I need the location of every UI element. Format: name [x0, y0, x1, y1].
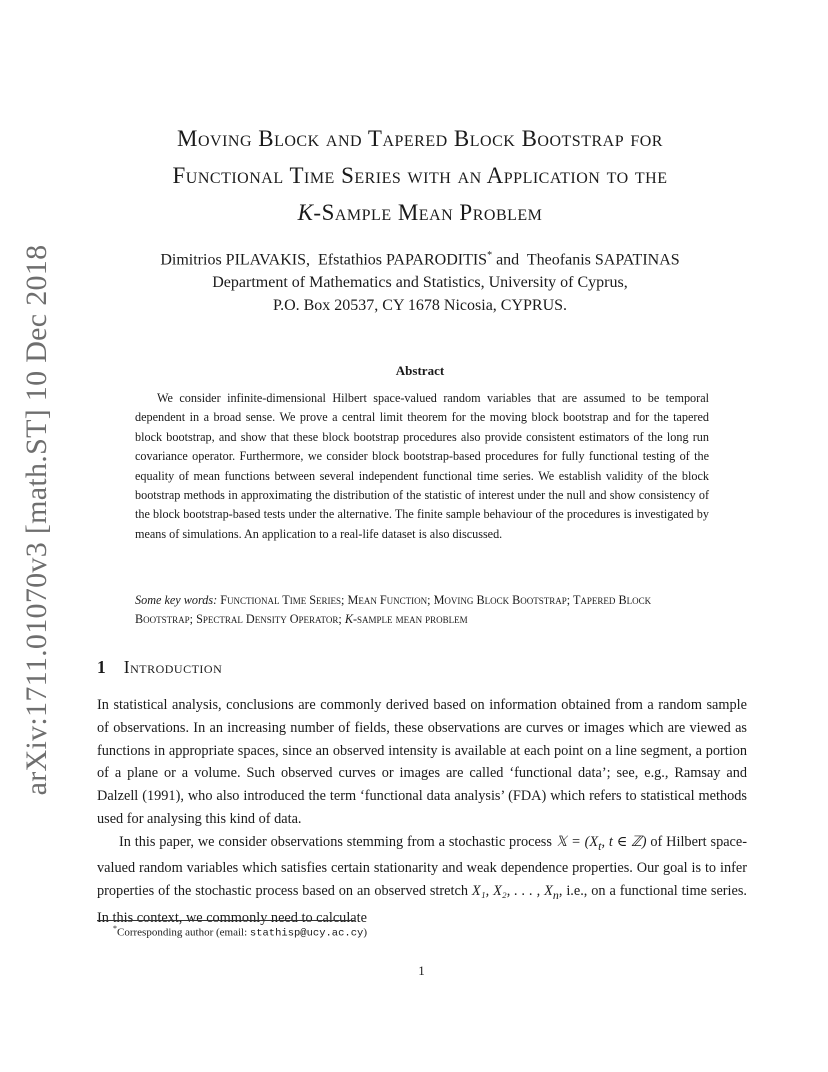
title-line-3-rest: -Sample Mean Problem	[313, 200, 543, 225]
author-1: Dimitrios PILAVAKIS,	[160, 251, 310, 269]
keywords-label: Some key words:	[135, 593, 218, 607]
process-notation-main: 𝕏 = (X	[555, 833, 599, 850]
footnote-close: )	[363, 926, 367, 939]
affiliation-2: P.O. Box 20537, CY 1678 Nicosia, CYPRUS.	[272, 297, 568, 315]
keywords-k: K	[344, 612, 353, 627]
keywords-part-2: -sample mean problem	[352, 612, 468, 627]
section-heading	[97, 657, 222, 678]
page-number: 1	[418, 963, 425, 978]
process-notation-end: , t ∈ ℤ)	[601, 833, 647, 850]
footnote-email[interactable]: stathisp@ucy.ac.cy	[249, 927, 364, 940]
title-line-3	[90, 194, 750, 231]
stretch-notation-sub: n	[552, 888, 559, 903]
author-line	[90, 244, 750, 271]
abstract-heading: Abstract	[395, 363, 445, 378]
author-2: Efstathios PAPARODITIS	[318, 251, 488, 269]
para2-a: In this paper, we consider observations stemming from a stochastic process	[119, 833, 552, 850]
section-name: Introduction	[123, 657, 223, 677]
paragraph-2	[97, 831, 747, 930]
authors-block	[90, 244, 750, 317]
stretch-notation-main: X₁, X₂, . . . , X	[471, 883, 553, 900]
abstract-body	[135, 389, 709, 544]
footnote-mark: *	[113, 924, 117, 933]
paper-title	[90, 120, 750, 231]
footnote-text: Corresponding author (email:	[117, 926, 250, 939]
process-notation-sub: t	[598, 838, 602, 853]
para2-b: of Hilbert space-valued random variables which satisfies certain stationarity and weak dependence properties. Our goal is to infer properties of the stochastic process based on an observed stretch	[97, 833, 748, 900]
footnote	[113, 924, 367, 940]
abstract-text: We consider infinite-dimensional Hilbert space-valued random variables that are assumed to be temporal dependent in a broad sense. We prove a central limit theorem for the moving block bootstrap and for the tapered block bootstrap, and show that these block bootstrap procedures also provide consistent estimators of the long run covariance operator. Furthermore, we consider block bootstrap-based procedures for fully functional testing of the equality of mean functions between several independent functional time series. We establish validity of the block bootstrap methods in approximating the distribution of the statistic of interest under the null and show consistency of the block bootstrap-based tests under the alternative. The finite sample behaviour of the procedures is investigated by means of simulations. An application to a real-life dataset is also discussed.	[135, 391, 709, 541]
section-number: 1	[97, 657, 106, 677]
title-line-2: Functional Time Series with an Application to the	[172, 163, 668, 188]
keywords	[135, 591, 709, 630]
keywords-part-1: Functional Time Series; Mean Function; Moving Block Bootstrap; Tapered Block Bootstrap; Spectral Density Operator;	[135, 593, 652, 627]
process-notation	[555, 833, 647, 853]
title-k: K	[297, 200, 314, 225]
title-line-1: Moving Block and Tapered Block Bootstrap for	[177, 126, 663, 151]
authors-and: and	[496, 251, 520, 269]
corresponding-mark: *	[487, 250, 493, 261]
arxiv-stamp	[12, 244, 62, 796]
para2-c: , i.e., on a functional time series. In this context, we commonly need to calculate	[97, 883, 748, 926]
footnote-rule	[97, 920, 355, 921]
body-text	[97, 694, 747, 930]
paragraph-1: In statistical analysis, conclusions are commonly derived based on information obtained from a random sample of observations. In an increasing number of fields, these observations are curves or images which are viewed as functions in appropriate spaces, since an observed intensity is available at each point on a line segment, a portion of a plane or a volume. Such observed curves or images are called ‘functional data’; see, e.g., Ramsay and Dalzell (1991), who also introduced the term ‘functional data analysis’ (FDA) which refers to statistical methods used for analysing this kind of data.	[97, 697, 747, 827]
affiliation-1: Department of Mathematics and Statistics, University of Cyprus,	[212, 274, 628, 292]
arxiv-stamp-text: arXiv:1711.01070v3 [math.ST] 10 Dec 2018	[20, 244, 53, 796]
author-3: Theofanis SAPATINAS	[526, 251, 680, 269]
stretch-notation	[471, 883, 559, 903]
